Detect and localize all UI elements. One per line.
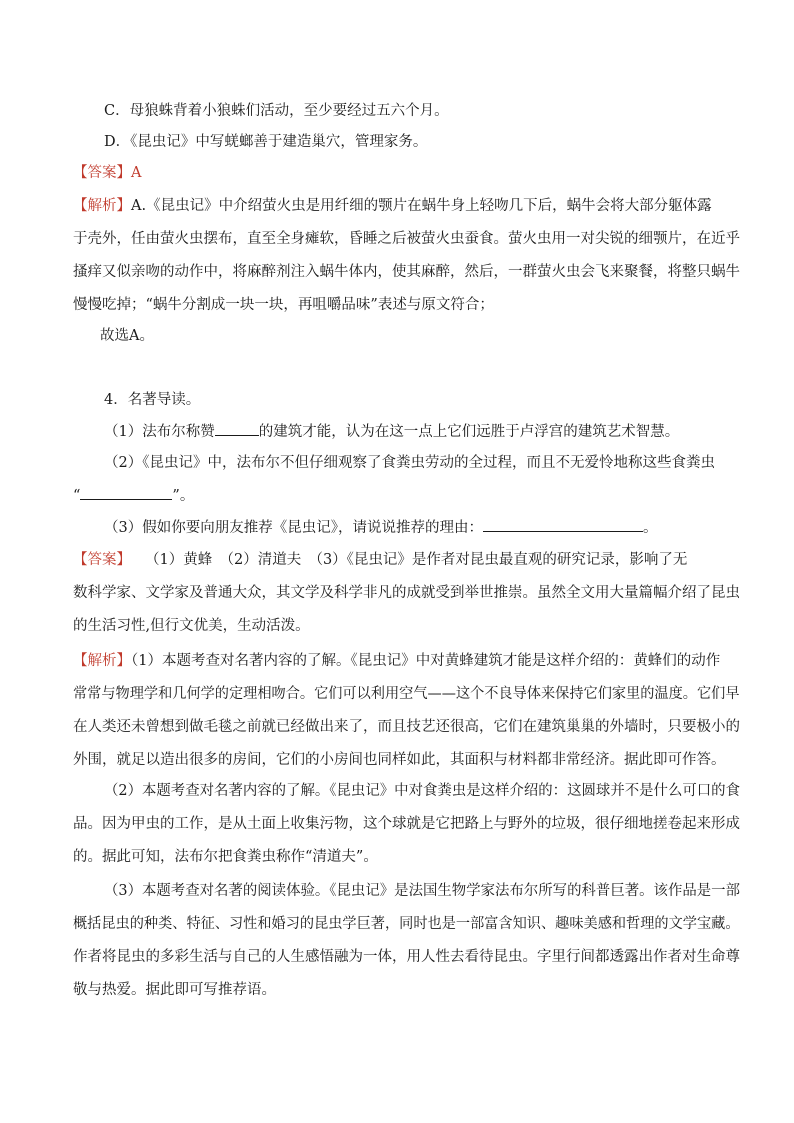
q4-analysis-2-line-3: 的。据此可知，法布尔把食粪虫称作“清道夫”。 <box>73 849 378 865</box>
item2-close-quote: ”。 <box>172 488 195 504</box>
q4-item-1 <box>104 421 679 442</box>
q4-analysis-1-line-3: 在人类还未曾想到做毛毯之前就已经做出来了，而且技艺还很高，它们在建筑巢巢的外墙时，只要极小的 <box>73 719 740 735</box>
q4-analysis-1-line-2: 常常与物理学和几何学的定理相吻合。它们可以利用空气——这个不良导体来保持它们家里的温度。它们早 <box>73 686 740 702</box>
q4-analysis-2-line-2: 品。因为甲虫的工作，是从土面上收集污物，这个球就是它把路上与野外的垃圾，很仔细地搓卷起来形成 <box>73 816 740 832</box>
analysis-text: A.《昆虫记》中介绍萤火虫是用纤细的颚片在蜗牛身上轻吻几下后，蜗牛会将大部分躯体露 <box>131 198 712 214</box>
q4-item-3 <box>104 517 657 538</box>
item1-suffix: 的建筑才能，认为在这一点上它们远胜于卢浮宫的建筑艺术智慧。 <box>258 424 680 440</box>
analysis-tag: 【解析】 <box>73 653 131 669</box>
q4-answer-line-3: 的生活习性,但行文优美，生动活泼。 <box>73 618 310 634</box>
answer-text: （1）黄蜂 （2）清道夫 （3）《昆虫记》是作者对昆虫最直观的研究记录，影响了无 <box>145 552 688 568</box>
q4-analysis-3-line-4: 敬与热爱。据此即可写推荐语。 <box>73 982 276 998</box>
q4-analysis-1-line-1 <box>73 651 720 671</box>
q4-item-2-line-2 <box>73 485 194 506</box>
q4-title: 4．名著导读。 <box>104 392 201 408</box>
q3-analysis-line-3: 搔痒又似亲吻的动作中，将麻醉剂注入蜗牛体内，使其麻醉，然后，一群萤火虫会飞来聚餐，将整只蜗牛 <box>73 264 740 280</box>
answer-tag: 【答案】 <box>73 165 131 181</box>
item3-prefix: （3）假如你要向朋友推荐《昆虫记》，请说说推荐的理由： <box>104 520 483 536</box>
item3-blank[interactable] <box>483 517 643 532</box>
item2-open-quote: “ <box>73 488 81 504</box>
item1-prefix: （1）法布尔称赞 <box>104 424 215 440</box>
q3-answer <box>73 163 141 183</box>
item2-blank[interactable] <box>80 485 172 500</box>
q4-item-2-line-1: （2）《昆虫记》中，法布尔不但仔细观察了食粪虫劳动的全过程，而且不无爱怜地称这些食粪虫 <box>104 455 715 471</box>
q3-conclusion: 故选A。 <box>100 328 154 344</box>
option-d: D．《昆虫记》中写蜣螂善于建造巢穴，管理家务。 <box>104 134 428 150</box>
q4-analysis-3-line-1: （3）本题考查对名著的阅读体验。《昆虫记》是法国生物学家法布尔所写的科普巨著。该作品是一部 <box>104 883 741 899</box>
item1-blank[interactable] <box>215 421 259 436</box>
q3-analysis-line-1 <box>73 196 712 216</box>
q3-analysis-line-2: 于壳外，任由萤火虫摆布，直至全身瘫软，昏睡之后被萤火虫蚕食。萤火虫用一对尖锐的细颚片，在近乎 <box>73 231 740 247</box>
analysis-text: （1）本题考查对名著内容的了解。《昆虫记》中对黄蜂建筑才能是这样介绍的：黄蜂们的动作 <box>131 653 721 669</box>
q4-answer-line-1 <box>73 550 687 570</box>
q4-analysis-2-line-1: （2）本题考查对名著内容的了解。《昆虫记》中对食粪虫是这样介绍的：这圆球并不是什么可口的食 <box>104 783 741 799</box>
analysis-tag: 【解析】 <box>73 198 131 214</box>
q3-analysis-line-4: 慢慢吃掉；“蜗牛分割成一块一块，再咀嚼品味”表述与原文符合； <box>73 297 494 313</box>
answer-tag: 【答案】 <box>73 552 131 568</box>
option-c: C．母狼蛛背着小狼蛛们活动，至少要经过五六个月。 <box>104 103 449 119</box>
q4-analysis-3-line-3: 作者将昆虫的多彩生活与自己的人生感悟融为一体，用人性去看待昆虫。字里行间都透露出作者对生命尊 <box>73 949 740 965</box>
answer-value: A <box>131 165 142 181</box>
q4-analysis-1-line-4: 外围，就足以造出很多的房间，它们的小房间也同样如此，其面积与材料都非常经济。据此即可作答。 <box>73 752 726 768</box>
q4-answer-line-2: 数科学家、文学家及普通大众，其文学及科学非凡的成就受到举世推崇。虽然全文用大量篇幅介绍了昆虫 <box>73 585 740 601</box>
q4-analysis-3-line-2: 概括昆虫的种类、特征、习性和婚习的昆虫学巨著，同时也是一部富含知识、趣味美感和哲理的文学宝藏。 <box>73 916 740 932</box>
item3-suffix: 。 <box>642 520 658 536</box>
